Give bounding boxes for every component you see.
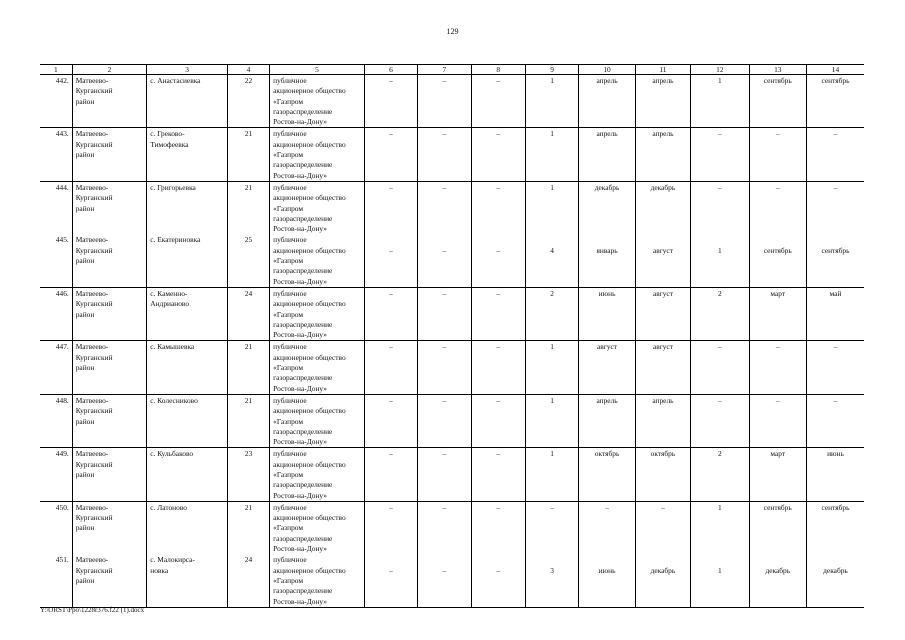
- count-cell: 23: [227, 448, 269, 501]
- value-cell-c8: –: [471, 341, 525, 394]
- settlement-cell: [147, 501, 228, 554]
- file-path-footer: Y:\ORST\Ppo\1228r376.f22 (1).docx: [40, 606, 145, 614]
- organization-cell: [270, 128, 365, 181]
- table-row: [40, 554, 864, 607]
- value-cell-c6: –: [364, 234, 417, 287]
- value-cell-c13: сентябрь: [749, 234, 806, 287]
- district-cell: [72, 394, 147, 447]
- value-cell-c13: сентябрь: [749, 501, 806, 554]
- cell-line: район: [75, 523, 95, 533]
- value-cell-c8: –: [471, 75, 525, 128]
- cell-line: публичное: [273, 555, 307, 565]
- organization-cell: [270, 394, 365, 447]
- cell-line: Курганский: [75, 513, 113, 523]
- value-cell-c13: март: [749, 287, 806, 340]
- value-cell-c10: октябрь: [579, 448, 635, 501]
- cell-line: Курганский: [75, 193, 113, 203]
- value-cell-c9: 2: [525, 287, 578, 340]
- value-cell-c7: –: [418, 394, 471, 447]
- cell-line: Ростов-на-Дону»: [273, 170, 327, 180]
- settlement-cell: [147, 181, 228, 234]
- value-cell-c12: –: [691, 341, 749, 394]
- cell-line: Матвеево-: [75, 182, 109, 192]
- settlement-cell: [147, 287, 228, 340]
- value-cell-c9: –: [525, 501, 578, 554]
- value-cell-c14: сентябрь: [806, 75, 864, 128]
- value-cell-c8: –: [471, 394, 525, 447]
- cell-line: акционерное общество: [273, 193, 346, 203]
- cell-line: с. Анастасиевка: [150, 76, 201, 85]
- district-cell: [72, 501, 147, 554]
- settlement-cell: [147, 128, 228, 181]
- settlement-cell: [147, 394, 228, 447]
- cell-line: акционерное общество: [273, 299, 346, 309]
- district-cell: [72, 234, 147, 287]
- value-cell-c9: 1: [525, 75, 578, 128]
- cell-line: публичное: [273, 235, 307, 245]
- value-cell-c10: апрель: [579, 128, 635, 181]
- table-header-row: [40, 65, 864, 75]
- column-header: 3: [147, 65, 228, 75]
- cell-line: «Газпром: [273, 150, 304, 160]
- value-cell-c8: –: [471, 181, 525, 234]
- value-cell-c7: –: [418, 128, 471, 181]
- cell-line: район: [75, 256, 95, 266]
- district-cell: [72, 128, 147, 181]
- cell-line: публичное: [273, 76, 307, 85]
- value-cell-c14: июнь: [806, 448, 864, 501]
- cell-line: район: [75, 203, 95, 213]
- cell-line: публичное: [273, 342, 307, 352]
- count-cell: 25: [227, 234, 269, 287]
- value-cell-c13: –: [749, 128, 806, 181]
- cell-line: с. Каменно-: [150, 288, 188, 298]
- row-number-cell: 445.: [40, 234, 72, 287]
- table-row: [40, 341, 864, 394]
- value-cell-c11: декабрь: [635, 554, 690, 607]
- organization-cell: [270, 287, 365, 340]
- row-number-cell: 448.: [40, 394, 72, 447]
- value-cell-c14: –: [806, 128, 864, 181]
- cell-line: «Газпром: [273, 523, 304, 533]
- cell-line: Матвеево-: [75, 76, 109, 85]
- district-cell: [72, 448, 147, 501]
- cell-line: Курганский: [75, 245, 113, 255]
- schedule-table: [40, 64, 864, 608]
- cell-line: Ростов-на-Дону»: [273, 276, 327, 286]
- value-cell-c7: –: [418, 287, 471, 340]
- cell-line: Ростов-на-Дону»: [273, 383, 327, 393]
- district-cell: [72, 181, 147, 234]
- value-cell-c6: –: [364, 75, 417, 128]
- organization-cell: [270, 341, 365, 394]
- value-cell-c11: апрель: [635, 128, 690, 181]
- cell-line: акционерное общество: [273, 139, 346, 149]
- cell-line: с. Латоново: [150, 502, 187, 512]
- row-number-cell: 449.: [40, 448, 72, 501]
- cell-line: Курганский: [75, 139, 113, 149]
- cell-line: «Газпром: [273, 96, 304, 106]
- cell-line: «Газпром: [273, 203, 304, 213]
- cell-line: район: [75, 150, 95, 160]
- value-cell-c8: –: [471, 287, 525, 340]
- cell-line: Матвеево-: [75, 129, 109, 139]
- value-cell-c8: –: [471, 554, 525, 607]
- cell-line: Ростов-на-Дону»: [273, 224, 327, 234]
- settlement-cell: [147, 341, 228, 394]
- cell-line: Матвеево-: [75, 342, 109, 352]
- value-cell-c10: январь: [579, 234, 635, 287]
- cell-line: район: [75, 469, 95, 479]
- cell-line: район: [75, 309, 95, 319]
- value-cell-c6: –: [364, 554, 417, 607]
- cell-line: Курганский: [75, 406, 113, 416]
- value-cell-c9: 1: [525, 448, 578, 501]
- settlement-cell: [147, 448, 228, 501]
- value-cell-c10: август: [579, 341, 635, 394]
- value-cell-c12: 1: [691, 75, 749, 128]
- cell-line: акционерное общество: [273, 352, 346, 362]
- value-cell-c14: декабрь: [806, 554, 864, 607]
- value-cell-c11: октябрь: [635, 448, 690, 501]
- count-cell: 21: [227, 181, 269, 234]
- cell-line: акционерное общество: [273, 406, 346, 416]
- value-cell-c14: –: [806, 341, 864, 394]
- cell-line: с. Малокирса-: [150, 555, 195, 565]
- value-cell-c12: –: [691, 394, 749, 447]
- value-cell-c10: –: [579, 501, 635, 554]
- value-cell-c14: сентябрь: [806, 501, 864, 554]
- row-number-cell: 443.: [40, 128, 72, 181]
- cell-line: «Газпром: [273, 416, 304, 426]
- organization-cell: [270, 501, 365, 554]
- cell-line: с. Григорьевка: [150, 182, 196, 192]
- value-cell-c11: август: [635, 287, 690, 340]
- column-header: 5: [270, 65, 365, 75]
- cell-line: публичное: [273, 449, 307, 459]
- value-cell-c14: –: [806, 181, 864, 234]
- value-cell-c9: 4: [525, 234, 578, 287]
- value-cell-c8: –: [471, 234, 525, 287]
- cell-line: акционерное общество: [273, 245, 346, 255]
- cell-line: Ростов-на-Дону»: [273, 596, 327, 606]
- value-cell-c6: –: [364, 287, 417, 340]
- cell-line: Курганский: [75, 352, 113, 362]
- organization-cell: [270, 448, 365, 501]
- cell-line: район: [75, 363, 95, 373]
- cell-line: акционерное общество: [273, 86, 346, 96]
- count-cell: 24: [227, 287, 269, 340]
- value-cell-c12: –: [691, 128, 749, 181]
- cell-line: «Газпром: [273, 469, 304, 479]
- value-cell-c12: 1: [691, 234, 749, 287]
- cell-line: Матвеево-: [75, 395, 109, 405]
- cell-line: акционерное общество: [273, 565, 346, 575]
- value-cell-c8: –: [471, 501, 525, 554]
- settlement-cell: [147, 554, 228, 607]
- cell-line: Ростов-на-Дону»: [273, 330, 327, 340]
- value-cell-c9: 1: [525, 341, 578, 394]
- value-cell-c6: –: [364, 448, 417, 501]
- value-cell-c6: –: [364, 341, 417, 394]
- cell-line: Тимофеевка: [150, 139, 189, 149]
- column-header: 10: [579, 65, 635, 75]
- page-number: 129: [446, 27, 459, 36]
- cell-line: публичное: [273, 288, 307, 298]
- cell-line: Курганский: [75, 565, 113, 575]
- cell-line: район: [75, 96, 95, 106]
- value-cell-c13: –: [749, 181, 806, 234]
- row-number-cell: 446.: [40, 287, 72, 340]
- value-cell-c7: –: [418, 181, 471, 234]
- value-cell-c12: 2: [691, 448, 749, 501]
- organization-cell: [270, 75, 365, 128]
- cell-line: газораспределение: [273, 480, 333, 490]
- count-cell: 21: [227, 394, 269, 447]
- cell-line: газораспределение: [273, 106, 333, 116]
- table-row: [40, 501, 864, 554]
- value-cell-c7: –: [418, 234, 471, 287]
- table-row: [40, 128, 864, 181]
- cell-line: Курганский: [75, 299, 113, 309]
- cell-line: газораспределение: [273, 213, 333, 223]
- cell-line: газораспределение: [273, 586, 333, 596]
- cell-line: акционерное общество: [273, 513, 346, 523]
- value-cell-c12: 1: [691, 501, 749, 554]
- row-number-cell: 450.: [55, 502, 69, 512]
- value-cell-c8: –: [471, 448, 525, 501]
- cell-line: публичное: [273, 129, 307, 139]
- count-cell: 21: [227, 128, 269, 181]
- value-cell-c9: 1: [525, 394, 578, 447]
- cell-line: Курганский: [75, 459, 113, 469]
- table-row: [40, 394, 864, 447]
- table-row: [40, 448, 864, 501]
- district-cell: [72, 554, 147, 607]
- settlement-cell: [147, 234, 228, 287]
- cell-line: Андрианово: [150, 299, 190, 309]
- count-cell: 21: [227, 341, 269, 394]
- value-cell-c7: –: [418, 448, 471, 501]
- cell-line: с. Екатериновка: [150, 235, 201, 245]
- cell-line: Матвеево-: [75, 555, 109, 565]
- value-cell-c11: август: [635, 341, 690, 394]
- table-row: [40, 234, 864, 287]
- column-header: 11: [635, 65, 690, 75]
- cell-line: газораспределение: [273, 533, 333, 543]
- cell-line: Курганский: [75, 86, 113, 96]
- count-cell: 21: [227, 501, 269, 554]
- cell-line: Матвеево-: [75, 449, 109, 459]
- cell-line: район: [75, 575, 95, 585]
- value-cell-c6: –: [364, 501, 417, 554]
- row-number-cell: 451.: [40, 554, 72, 607]
- value-cell-c11: апрель: [635, 75, 690, 128]
- cell-line: новка: [150, 565, 169, 575]
- value-cell-c9: 1: [525, 181, 578, 234]
- value-cell-c12: –: [691, 181, 749, 234]
- cell-line: публичное: [273, 182, 307, 192]
- value-cell-c7: –: [418, 341, 471, 394]
- row-number-cell: 447.: [40, 341, 72, 394]
- table-row: [40, 287, 864, 340]
- cell-line: Ростов-на-Дону»: [273, 117, 327, 127]
- column-header: 6: [364, 65, 417, 75]
- cell-line: с. Греково-: [150, 129, 185, 139]
- value-cell-c13: март: [749, 448, 806, 501]
- cell-line: газораспределение: [273, 426, 333, 436]
- value-cell-c13: –: [749, 341, 806, 394]
- value-cell-c11: декабрь: [635, 181, 690, 234]
- cell-line: газораспределение: [273, 160, 333, 170]
- value-cell-c7: –: [418, 75, 471, 128]
- cell-line: «Газпром: [273, 363, 304, 373]
- column-header: 4: [227, 65, 269, 75]
- column-header: 9: [525, 65, 578, 75]
- cell-line: акционерное общество: [273, 459, 346, 469]
- column-header: 13: [749, 65, 806, 75]
- cell-line: Ростов-на-Дону»: [273, 544, 327, 554]
- district-cell: [72, 75, 147, 128]
- value-cell-c10: июнь: [579, 554, 635, 607]
- value-cell-c13: сентябрь: [749, 75, 806, 128]
- cell-line: Матвеево-: [75, 502, 109, 512]
- column-header: 1: [40, 65, 72, 75]
- cell-line: Матвеево-: [75, 288, 109, 298]
- cell-line: публичное: [273, 395, 307, 405]
- value-cell-c14: май: [806, 287, 864, 340]
- column-header: 12: [691, 65, 749, 75]
- column-header: 7: [418, 65, 471, 75]
- value-cell-c10: июнь: [579, 287, 635, 340]
- cell-line: с. Кульбаково: [150, 449, 194, 459]
- value-cell-c12: 1: [691, 554, 749, 607]
- value-cell-c14: сентябрь: [806, 234, 864, 287]
- organization-cell: [270, 181, 365, 234]
- value-cell-c13: декабрь: [749, 554, 806, 607]
- cell-line: «Газпром: [273, 256, 304, 266]
- cell-line: с. Колесниково: [150, 395, 198, 405]
- cell-line: Ростов-на-Дону»: [273, 490, 327, 500]
- cell-line: газораспределение: [273, 373, 333, 383]
- value-cell-c11: август: [635, 234, 690, 287]
- cell-line: с. Камышевка: [150, 342, 195, 352]
- column-header: 2: [72, 65, 147, 75]
- cell-line: газораспределение: [273, 266, 333, 276]
- settlement-cell: [147, 75, 228, 128]
- value-cell-c7: –: [418, 554, 471, 607]
- value-cell-c13: –: [749, 394, 806, 447]
- cell-line: Матвеево-: [75, 235, 109, 245]
- cell-line: публичное: [273, 502, 307, 512]
- value-cell-c10: апрель: [579, 394, 635, 447]
- value-cell-c10: декабрь: [579, 181, 635, 234]
- count-cell: 24: [227, 554, 269, 607]
- cell-line: район: [75, 416, 95, 426]
- district-cell: [72, 341, 147, 394]
- cell-line: «Газпром: [273, 309, 304, 319]
- value-cell-c6: –: [364, 394, 417, 447]
- table-row: [40, 181, 864, 234]
- cell-line: Ростов-на-Дону»: [273, 437, 327, 447]
- cell-line: «Газпром: [273, 575, 304, 585]
- cell-line: газораспределение: [273, 319, 333, 329]
- row-number-cell: 442.: [40, 75, 72, 128]
- column-header: 14: [806, 65, 864, 75]
- column-header: 8: [471, 65, 525, 75]
- value-cell-c9: 3: [525, 554, 578, 607]
- value-cell-c11: –: [635, 501, 690, 554]
- value-cell-c6: –: [364, 128, 417, 181]
- table-body: [40, 75, 864, 608]
- value-cell-c6: –: [364, 181, 417, 234]
- value-cell-c8: –: [471, 128, 525, 181]
- value-cell-c10: апрель: [579, 75, 635, 128]
- value-cell-c12: 2: [691, 287, 749, 340]
- count-cell: 22: [227, 75, 269, 128]
- value-cell-c9: 1: [525, 128, 578, 181]
- value-cell-c11: апрель: [635, 394, 690, 447]
- table-row: [40, 75, 864, 128]
- organization-cell: [270, 554, 365, 607]
- row-number-cell: 444.: [55, 182, 69, 192]
- district-cell: [72, 287, 147, 340]
- value-cell-c7: –: [418, 501, 471, 554]
- organization-cell: [270, 234, 365, 287]
- value-cell-c14: –: [806, 394, 864, 447]
